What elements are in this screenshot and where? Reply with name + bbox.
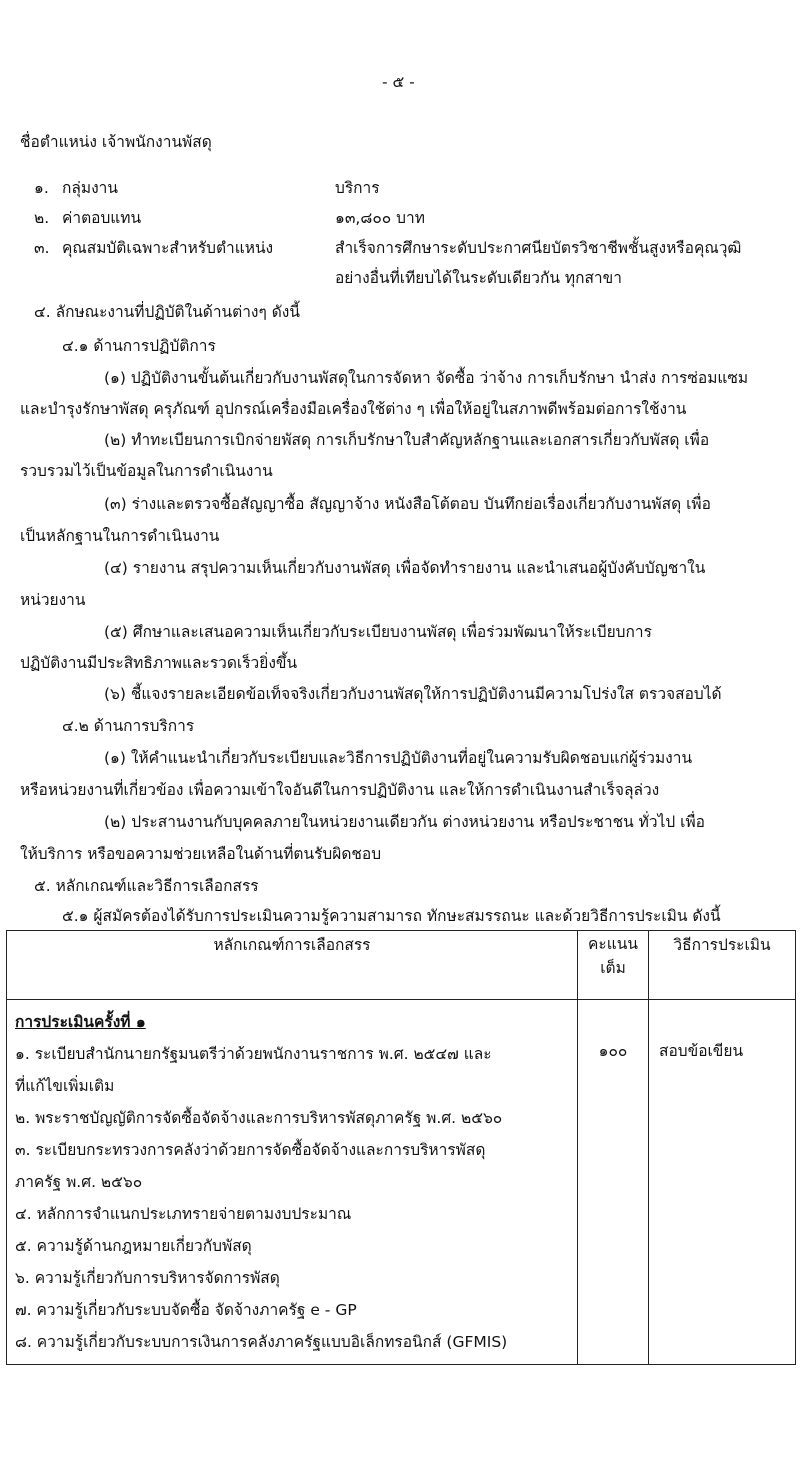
- service-item-first-line: (๑) ให้คำแนะนำเกี่ยวกับระเบียบและวิธีการปฏิบัติงานที่อยู่ในความรับผิดชอบแก่ผู้ร่วมงาน: [104, 749, 693, 767]
- position-title: ชื่อตำแหน่ง เจ้าพนักงานพัสดุ: [20, 133, 212, 151]
- criteria-item: ๑. ระเบียบสำนักนายกรัฐมนตรีว่าด้วยพนักงานราชการ พ.ศ. ๒๕๔๗ และ: [15, 1045, 492, 1063]
- info-label-qualification: คุณสมบัติเฉพาะสำหรับตำแหน่ง: [62, 239, 274, 257]
- section4-heading: ๔. ลักษณะงานที่ปฏิบัติในด้านต่างๆ ดังนี้: [34, 303, 300, 321]
- section4-2-heading: ๔.๒ ด้านการบริการ: [62, 717, 195, 735]
- section5-1-text: ๕.๑ ผู้สมัครต้องได้รับการประเมินความรู้ความสามารถ ทักษะสมรรถนะ และด้วยวิธีการประเมิน ดังนี้: [62, 907, 721, 925]
- info-num: ๓.: [34, 239, 50, 257]
- col-header-method: วิธีการประเมิน: [649, 931, 796, 1000]
- section4-1-heading: ๔.๑ ด้านการปฏิบัติการ: [62, 337, 216, 355]
- info-value-work-group: บริการ: [335, 179, 380, 197]
- criteria-item: ๓. ระเบียบกระทรวงการคลังว่าด้วยการจัดซื้อจัดจ้างและการบริหารพัสดุ: [15, 1141, 486, 1159]
- criteria-item: ๔. หลักการจำแนกประเภทรายจ่ายตามงบประมาณ: [15, 1205, 352, 1223]
- info-num: ๒.: [34, 209, 50, 227]
- info-num: ๑.: [34, 179, 49, 197]
- table-row: [7, 1000, 796, 1365]
- method-cell: [649, 1000, 796, 1365]
- criteria-table: [6, 930, 796, 1365]
- duty-item-first-line: (๑) ปฏิบัติงานขั้นต้นเกี่ยวกับงานพัสดุในการจัดหา จัดซื้อ ว่าจ้าง การเก็บรักษา นำส่ง การซ่อมแซม: [104, 369, 749, 387]
- section5-heading: ๕. หลักเกณฑ์และวิธีการเลือกสรร: [34, 877, 259, 895]
- method-value: สอบข้อเขียน: [659, 1042, 744, 1060]
- criteria-item: ๖. ความรู้เกี่ยวกับการบริหารจัดการพัสดุ: [15, 1269, 280, 1287]
- col-header-score-line2: เต็ม: [600, 959, 626, 977]
- col-header-score-line1: คะแนน: [588, 935, 638, 953]
- service-item-first-line: (๒) ประสานงานกับบุคคลภายในหน่วยงานเดียวกัน ต่างหน่วยงาน หรือประชาชน ทั่วไป เพื่อ: [104, 813, 705, 831]
- service-item-rest: หรือหน่วยงานที่เกี่ยวข้อง เพื่อความเข้าใจอันดีในการปฏิบัติงาน และให้การดำเนินงานสำเร็จลุล่วง: [20, 781, 660, 799]
- duty-item-rest: หน่วยงาน: [20, 591, 86, 609]
- info-value-qualification: สำเร็จการศึกษาระดับประกาศนียบัตรวิชาชีพชั้นสูงหรือคุณวุฒิ: [335, 239, 742, 257]
- score-cell: [578, 1000, 649, 1365]
- table-header-row: [7, 931, 796, 1000]
- duty-item-first-line: (๔) รายงาน สรุปความเห็นเกี่ยวกับงานพัสดุ เพื่อจัดทำรายงาน และนำเสนอผู้บังคับบัญชาใน: [104, 559, 706, 577]
- col-header-score: [578, 931, 649, 1000]
- duty-item-rest: ปฏิบัติงานมีประสิทธิภาพและรวดเร็วยิ่งขึ้น: [20, 654, 298, 672]
- info-label-compensation: ค่าตอบแทน: [62, 209, 142, 227]
- criteria-item: ๕. ความรู้ด้านกฎหมายเกี่ยวกับพัสดุ: [15, 1237, 252, 1255]
- criteria-item: ๘. ความรู้เกี่ยวกับระบบการเงินการคลังภาครัฐแบบอิเล็กทรอนิกส์ (GFMIS): [15, 1333, 508, 1351]
- service-item-rest: ให้บริการ หรือขอความช่วยเหลือในด้านที่ตนรับผิดชอบ: [20, 845, 382, 863]
- score-value: ๑๐๐: [598, 1042, 628, 1060]
- duty-item-rest: รวบรวมไว้เป็นข้อมูลในการดำเนินงาน: [20, 462, 273, 480]
- duty-item-rest: เป็นหลักฐานในการดำเนินงาน: [20, 527, 220, 545]
- criteria-item-cont: ที่แก้ไขเพิ่มเติม: [15, 1077, 115, 1095]
- criteria-item: ๗. ความรู้เกี่ยวกับระบบจัดซื้อ จัดจ้างภาครัฐ e - GP: [15, 1301, 357, 1319]
- duty-item-first-line: (๓) ร่างและตรวจซื้อสัญญาซื้อ สัญญาจ้าง หนังสือโต้ตอบ บันทึกย่อเรื่องเกี่ยวกับงานพัสดุ เพื่อ: [104, 495, 711, 513]
- info-value-qualification-cont: อย่างอื่นที่เทียบได้ในระดับเดียวกัน ทุกสาขา: [335, 269, 622, 287]
- page-number: - ๕ -: [382, 73, 415, 91]
- duty-item-rest: และบำรุงรักษาพัสดุ ครุภัณฑ์ อุปกรณ์เครื่องมือเครื่องใช้ต่าง ๆ เพื่อให้อยู่ในสภาพดีพร้อมต่อการใช้งาน: [20, 400, 687, 418]
- duty-item-first-line: (๒) ทำทะเบียนการเบิกจ่ายพัสดุ การเก็บรักษาใบสำคัญหลักฐานและเอกสารเกี่ยวกับพัสดุ เพื่อ: [104, 431, 710, 449]
- col-header-criteria: หลักเกณฑ์การเลือกสรร: [7, 931, 578, 1000]
- round-title: การประเมินครั้งที่ ๑: [15, 1013, 146, 1031]
- criteria-item-cont: ภาครัฐ พ.ศ. ๒๕๖๐: [15, 1173, 143, 1191]
- duty-item-first-line: (๕) ศึกษาและเสนอความเห็นเกี่ยวกับระเบียบงานพัสดุ เพื่อร่วมพัฒนาให้ระเบียบการ: [104, 623, 652, 641]
- info-label-work-group: กลุ่มงาน: [62, 179, 118, 197]
- info-value-compensation: ๑๓,๘๐๐ บาท: [335, 209, 425, 227]
- criteria-cell: [7, 1000, 578, 1365]
- duty-item-first-line: (๖) ชี้แจงรายละเอียดข้อเท็จจริงเกี่ยวกับงานพัสดุให้การปฏิบัติงานมีความโปร่งใส ตรวจสอบได้: [104, 685, 722, 703]
- criteria-item: ๒. พระราชบัญญัติการจัดซื้อจัดจ้างและการบริหารพัสดุภาครัฐ พ.ศ. ๒๕๖๐: [15, 1109, 503, 1127]
